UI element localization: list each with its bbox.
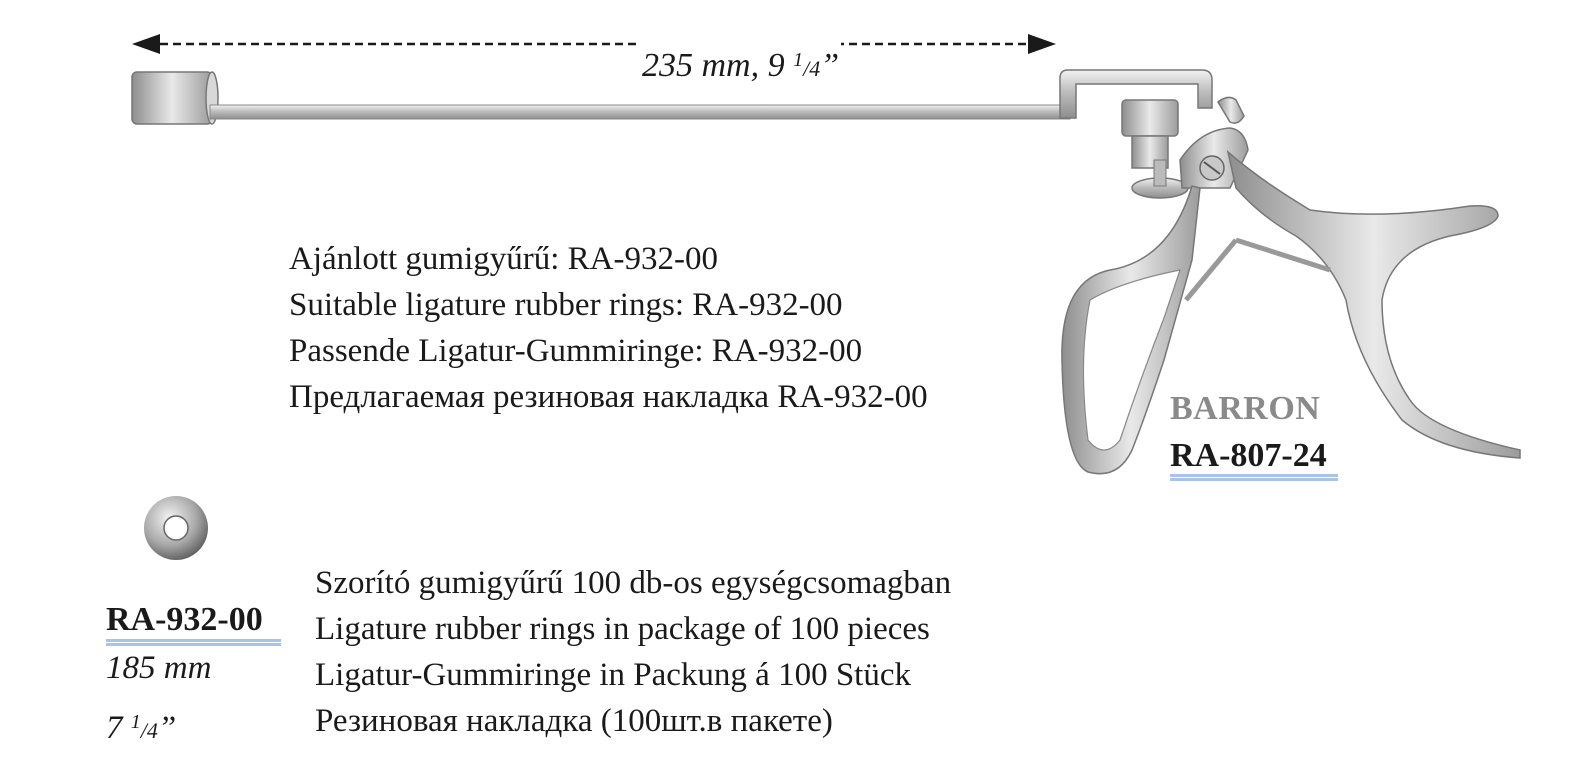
dimension-label: 235 mm, 9 $^1$/4” [640, 40, 841, 89]
dimension-arrow [130, 22, 1060, 62]
suitable-rings-line-de: Passende Ligatur-Gummiringe: RA-932-00 [289, 333, 863, 369]
package-line-ru: Резиновая накладка (100шт.в пакете) [315, 703, 833, 739]
ring-product-code: RA-932-00 [106, 601, 263, 638]
product-code-underline [1170, 474, 1338, 481]
suitable-rings-line-ru: Предлагаемая резиновая накладка RA-932-00 [289, 379, 928, 415]
suitable-rings-line-en: Suitable ligature rubber rings: RA-932-00 [289, 287, 843, 323]
package-line-hu: Szorító gumigyűrű 100 db-os egységcsomagban [315, 565, 952, 601]
package-line-de: Ligatur-Gummiringe in Packung á 100 Stück [315, 657, 911, 693]
ring-length-mm: 185 mm [106, 650, 212, 686]
product-code: RA-807-24 [1170, 437, 1327, 474]
package-line-en: Ligature rubber rings in package of 100 pieces [315, 611, 930, 647]
ring-length-inches: 7 $^1$/4” [106, 710, 177, 746]
brand-name: BARRON [1170, 390, 1321, 427]
ring-code-underline [106, 639, 281, 646]
suitable-rings-line-hu: Ajánlott gumigyűrű: RA-932-00 [289, 241, 718, 277]
package-info [315, 560, 951, 744]
rubber-ring-image [140, 492, 212, 564]
dimension-line [130, 22, 1060, 84]
suitable-rings-info [289, 236, 928, 420]
